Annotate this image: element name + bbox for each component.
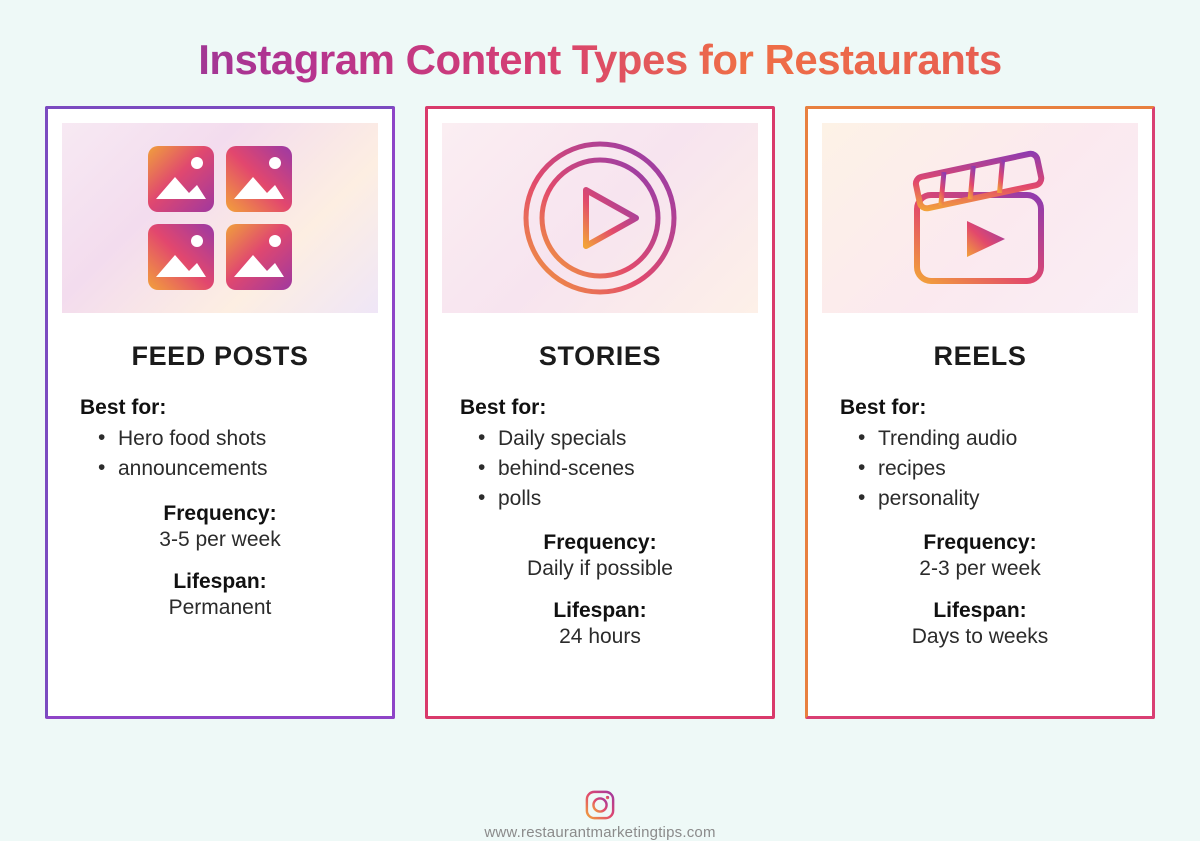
- best-for-block: [80, 396, 360, 484]
- card-reels[interactable]: [805, 106, 1155, 719]
- list-item: • polls: [478, 484, 740, 514]
- frequency-value: 2-3 per week: [919, 557, 1041, 581]
- footer-url[interactable]: www.restaurantmarketingtips.com: [484, 824, 716, 841]
- best-for-block: [840, 396, 1120, 513]
- lifespan-value: 24 hours: [559, 625, 641, 649]
- frequency-value: 3-5 per week: [159, 527, 281, 551]
- card-body: [442, 396, 758, 667]
- lifespan-label: Lifespan:: [173, 569, 267, 593]
- card-body: [62, 396, 378, 638]
- best-for-label: Best for:: [460, 396, 547, 419]
- best-for-label: Best for:: [840, 396, 927, 419]
- card-title: STORIES: [538, 341, 662, 371]
- list-item: • behind-scenes: [478, 454, 740, 484]
- card-hero-image: [62, 123, 378, 313]
- card-hero-image: [822, 123, 1138, 313]
- footer: [0, 790, 1200, 841]
- lifespan-label: Lifespan:: [933, 599, 1027, 623]
- card-title: FEED POSTS: [131, 341, 309, 371]
- best-for-list: [80, 424, 360, 484]
- lifespan-block: [80, 570, 360, 620]
- list-item: • recipes: [858, 454, 1120, 484]
- page-title: Instagram Content Types for Restaurants: [0, 36, 1200, 84]
- play-circle-icon: [520, 138, 680, 298]
- card-body: [822, 396, 1138, 667]
- frequency-label: Frequency:: [163, 501, 277, 525]
- lifespan-block: [460, 599, 740, 649]
- lifespan-value: Permanent: [168, 595, 272, 619]
- best-for-list: [460, 424, 740, 513]
- card-feed-posts[interactable]: [45, 106, 395, 719]
- clapperboard-icon: [895, 143, 1065, 293]
- lifespan-block: [840, 599, 1120, 649]
- card-hero-image: [442, 123, 758, 313]
- best-for-list: [840, 424, 1120, 513]
- frequency-block: [460, 531, 740, 581]
- lifespan-label: Lifespan:: [553, 599, 647, 623]
- frequency-block: [80, 502, 360, 552]
- card-stories[interactable]: [425, 106, 775, 719]
- frequency-label: Frequency:: [923, 531, 1037, 555]
- card-title: REELS: [933, 341, 1027, 371]
- list-item: • personality: [858, 484, 1120, 514]
- frequency-value: Daily if possible: [527, 557, 673, 581]
- infographic-page: [0, 36, 1200, 841]
- list-item: • announcements: [98, 454, 360, 484]
- photo-grid-icon: [145, 143, 295, 293]
- list-item: • Hero food shots: [98, 424, 360, 454]
- lifespan-value: Days to weeks: [911, 625, 1049, 649]
- instagram-icon: [585, 790, 615, 820]
- frequency-label: Frequency:: [543, 531, 657, 555]
- best-for-block: [460, 396, 740, 513]
- best-for-label: Best for:: [80, 396, 167, 419]
- list-item: • Daily specials: [478, 424, 740, 454]
- frequency-block: [840, 531, 1120, 581]
- content-type-cards: [0, 106, 1200, 719]
- list-item: • Trending audio: [858, 424, 1120, 454]
